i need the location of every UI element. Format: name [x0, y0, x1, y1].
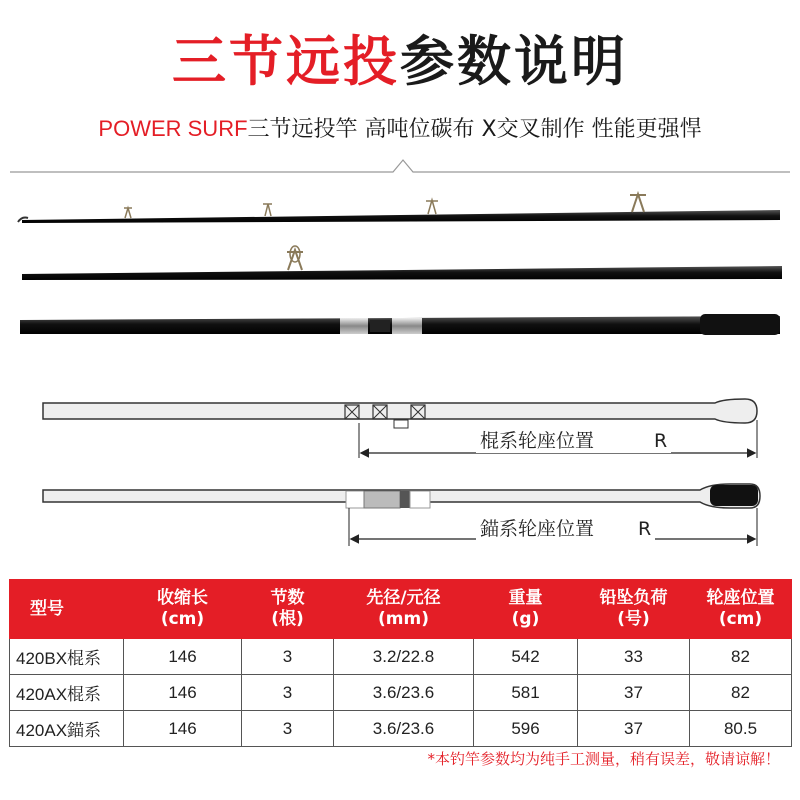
cell-lure-load: 33 [578, 639, 690, 675]
cell-weight: 581 [474, 675, 578, 711]
cell-model: 420BX棍系 [10, 639, 124, 675]
cell-model: 420AX錨系 [10, 711, 124, 747]
lower-label-text: 錨系轮座位置 [480, 518, 595, 540]
page-title [0, 22, 800, 102]
cell-reel-seat: 80.5 [690, 711, 792, 747]
cell-sections: 3 [242, 639, 334, 675]
cell-reel-seat: 82 [690, 639, 792, 675]
rod-tip-section [18, 194, 780, 223]
cell-lure-load: 37 [578, 675, 690, 711]
header-closed-length: 收缩长 (cm) [124, 580, 242, 639]
cell-weight: 542 [474, 639, 578, 675]
table-row [10, 639, 792, 675]
upper-label-text: 棍系轮座位置 [480, 430, 595, 452]
header-divider [10, 150, 790, 180]
title-black-part: 参数说明 [400, 30, 628, 93]
reel-seat-diagram [0, 390, 800, 560]
cell-diameter: 3.6/23.6 [334, 711, 474, 747]
lower-dimension-label [476, 514, 655, 541]
table-row [10, 711, 792, 747]
rod-sections-image [0, 190, 800, 350]
header-reel-seat: 轮座位置 (cm) [690, 580, 792, 639]
cell-weight: 596 [474, 711, 578, 747]
cell-lure-load: 37 [578, 711, 690, 747]
cell-diameter: 3.2/22.8 [334, 639, 474, 675]
cell-sections: 3 [242, 711, 334, 747]
table-row [10, 675, 792, 711]
cell-closed-length: 146 [124, 711, 242, 747]
lower-r-mark: R [638, 518, 652, 540]
cell-model: 420AX棍系 [10, 675, 124, 711]
rod-middle-section [22, 246, 782, 280]
upper-r-mark: R [654, 430, 668, 452]
page-subtitle [0, 112, 800, 143]
cell-reel-seat: 82 [690, 675, 792, 711]
header-model: 型号 [10, 580, 124, 639]
subtitle-description: 三节远投竿 高吨位碳布 X交叉制作 性能更强悍 [247, 117, 702, 142]
upper-dimension-label [476, 426, 671, 453]
cell-closed-length: 146 [124, 639, 242, 675]
header-sections: 节数 (根) [242, 580, 334, 639]
cell-diameter: 3.6/23.6 [334, 675, 474, 711]
table-header-row [10, 580, 792, 639]
header-diameter: 先径/元径 (mm) [334, 580, 474, 639]
header-weight: 重量 (g) [474, 580, 578, 639]
title-red-part: 三节远投 [172, 30, 400, 93]
rod-butt-section [20, 314, 780, 335]
measurement-note: *本钓竿参数均为纯手工测量，稍有误差，敬请谅解！ [427, 750, 780, 768]
spec-table [9, 579, 792, 747]
cell-sections: 3 [242, 675, 334, 711]
header-lure-load: 铅坠负荷 (号) [578, 580, 690, 639]
cell-closed-length: 146 [124, 675, 242, 711]
subtitle-brand: POWER SURF [98, 116, 248, 141]
